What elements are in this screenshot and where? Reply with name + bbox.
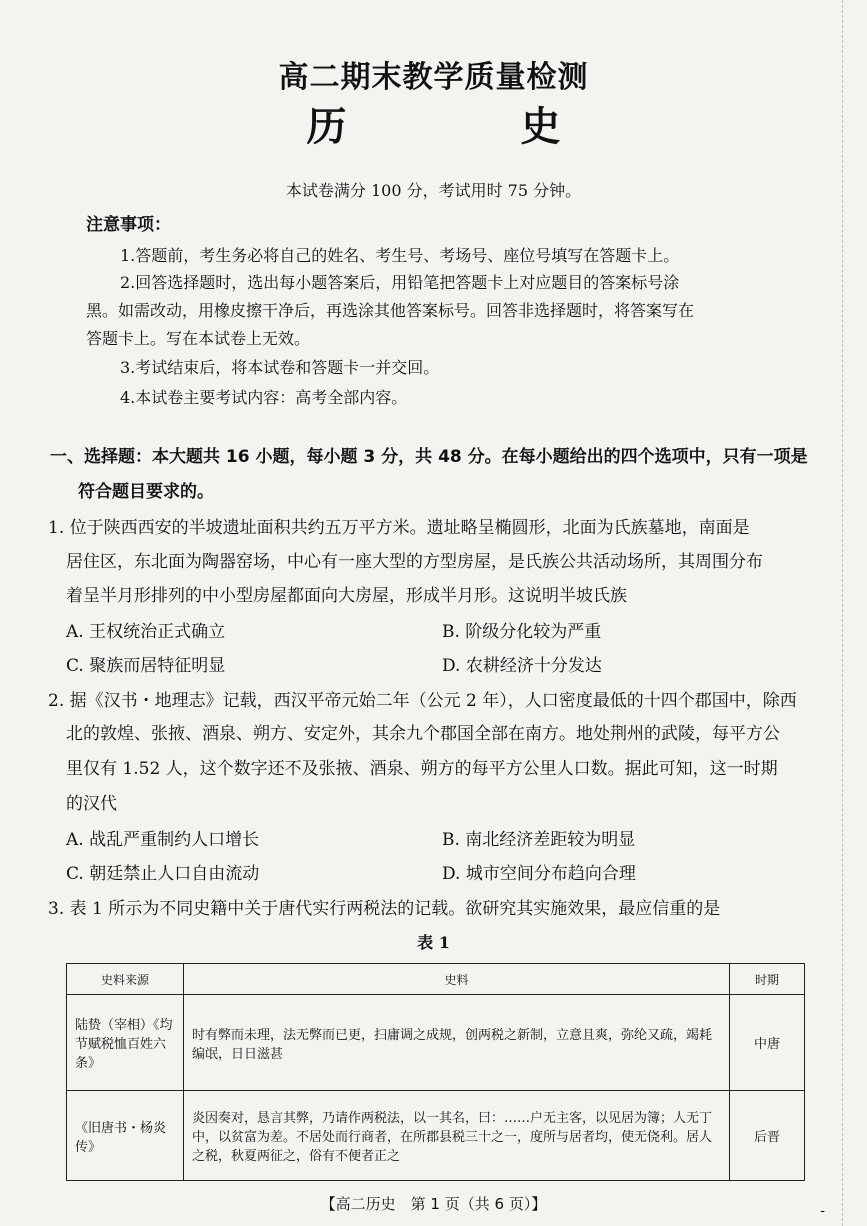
- note-line: 2.回答选择题时，选出每小题答案后，用铅笔把答题卡上对应题目的答案标号涂: [120, 273, 680, 292]
- question-2-line: 里仅有 1.52 人，这个数字还不及张掖、酒泉、朔方的每平方公里人口数。据此可知，这一时期: [66, 759, 778, 779]
- header-period: 时期: [730, 964, 805, 995]
- option-b: B. 阶级分化较为严重: [442, 622, 602, 642]
- note-line: 4.本试卷主要考试内容：高考全部内容。: [120, 388, 408, 407]
- section-heading-cont: 符合题目要求的。: [78, 482, 214, 502]
- option-c: C. 聚族而居特征明显: [66, 656, 226, 676]
- table-row: [67, 995, 805, 1091]
- header-source: 史料来源: [67, 964, 184, 995]
- option-c: C. 朝廷禁止人口自由流动: [66, 864, 260, 884]
- cell-text: 炎因奏对，恳言其弊，乃请作两税法，以一其名，曰：……户无主客，以见居为簿；人无丁中，以贫富为差。不居处而行商者，在所郡县税三十之一，度所与居者均，使无侥利。居人之税，秋夏两征之，俗有不便者正之: [184, 1091, 730, 1181]
- option-b: B. 南北经济差距较为明显: [442, 830, 636, 850]
- question-2-line: 2. 据《汉书・地理志》记载，西汉平帝元始二年（公元 2 年），人口密度最低的十四个郡国中，除西: [48, 691, 797, 711]
- question-1-line: 居住区，东北面为陶器窑场，中心有一座大型的方型房屋，是氏族公共活动场所，其周围分布: [66, 552, 763, 572]
- exam-meta: 本试卷满分 100 分，考试用时 75 分钟。: [285, 181, 582, 200]
- cell-source: 《旧唐书・杨炎传》: [67, 1091, 184, 1181]
- cell-source: 陆贽（宰相）《均节赋税恤百姓六条》: [67, 995, 184, 1091]
- question-2-line: 北的敦煌、张掖、酒泉、朔方、安定外，其余九个郡国全部在南方。地处荆州的武陵，每平方公: [66, 724, 780, 744]
- cell-text: 时有弊而未理，法无弊而已更，扫庸调之成规，创两税之新制，立意且爽，弥纶又疏，竭耗编氓，日日滋甚: [184, 995, 730, 1091]
- section-heading: 一、选择题：本大题共 16 小题，每小题 3 分，共 48 分。在每小题给出的四个选项中，只有一项是: [50, 447, 808, 467]
- note-line: 3.考试结束后，将本试卷和答题卡一并交回。: [120, 358, 440, 377]
- cell-period: 后晋: [730, 1091, 805, 1181]
- source-table: [66, 963, 805, 1181]
- corner-mark: -: [820, 1203, 825, 1219]
- header-text: 史料: [184, 964, 730, 995]
- question-3-line: 3. 表 1 所示为不同史籍中关于唐代实行两税法的记载。欲研究其实施效果，最应信重的是: [48, 899, 721, 919]
- table-header-row: [67, 964, 805, 995]
- exam-title: 高二期末教学质量检测: [278, 60, 589, 95]
- note-line: 黑。如需改动，用橡皮擦干净后，再选涂其他答案标号。回答非选择题时，将答案写在: [86, 301, 695, 320]
- question-1-line: 1. 位于陕西西安的半坡遗址面积共约五万平方米。遗址略呈椭圆形，北面为氏族墓地，南面是: [48, 518, 750, 538]
- option-a: A. 王权统治正式确立: [66, 622, 226, 642]
- note-line: 答题卡上。写在本试卷上无效。: [86, 329, 311, 348]
- page-footer: 【高二历史 第 1 页（共 6 页）】: [320, 1195, 547, 1213]
- notes-heading: 注意事项：: [86, 215, 171, 235]
- option-d: D. 农耕经济十分发达: [442, 656, 602, 676]
- subject-title: 历 史: [306, 104, 641, 150]
- option-a: A. 战乱严重制约人口增长: [66, 830, 260, 850]
- question-2-line: 的汉代: [66, 794, 117, 814]
- question-1-line: 着呈半月形排列的中小型房屋都面向大房屋，形成半月形。这说明半坡氏族: [66, 586, 627, 606]
- table-row: [67, 1091, 805, 1181]
- cell-period: 中唐: [730, 995, 805, 1091]
- note-line: 1.答题前，考生务必将自己的姓名、考生号、考场号、座位号填写在答题卡上。: [120, 246, 680, 265]
- table-title: 表 1: [417, 933, 450, 952]
- option-d: D. 城市空间分布趋向合理: [442, 864, 636, 884]
